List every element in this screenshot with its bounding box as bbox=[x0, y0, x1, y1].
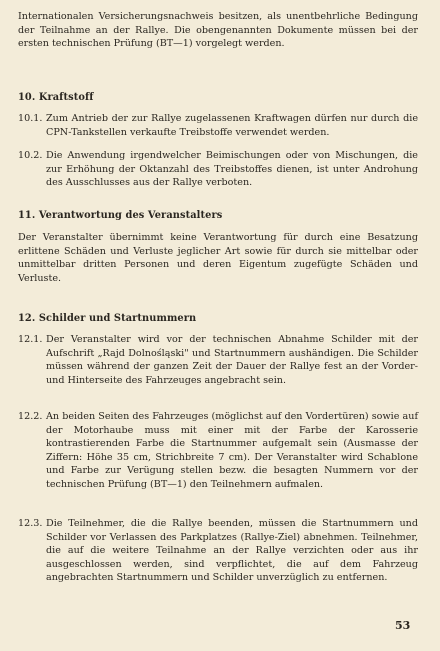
intro-paragraph: Internationalen Versicherungsnachweis besitzen, als unentbehrliche Bedingung der Teilnahme an der Rallye. Die obengenannten Dokumente müssen bei der ersten technischen Prüfung (BT—1) vorgelegt werden. bbox=[18, 11, 418, 50]
clause-12-2 bbox=[18, 410, 418, 492]
section-11-paragraph: Der Veranstalter übernimmt keine Verantwortung für durch eine Besatzung erlittene Schäden und Verluste jeglicher Art sowie für durch sie mittelbar oder unmittelbar dritten Personen und deren Eigentum zugefügte Schäden und Verluste. bbox=[18, 232, 418, 284]
clause-12-3 bbox=[18, 517, 418, 585]
clause-text: Zum Antrieb der zur Rallye zugelassenen Kraftwagen dürfen nur durch die CPN-Tankstellen verkaufte Treibstoffe verwendet werden. bbox=[46, 113, 418, 138]
section-heading-verantwortung: 11. Verantwortung des Veranstalters bbox=[18, 210, 223, 221]
clause-text: Die Teilnehmer, die die Rallye beenden, müssen die Startnummern und Schilder vor Verlassen des Parkplatzes (Rallye-Ziel) abnehmen. Teilnehmer, die auf die weitere Teilnahme an der Rallye verzichten oder aus ihr ausgeschlossen werden, sind verpflichtet, die auf dem Fahrzeug angebrachten Startnummern und Schilder unverzüglich zu entfernen. bbox=[46, 518, 418, 584]
clause-text: Die Anwendung irgendwelcher Beimischungen oder von Mischungen, die zur Erhöhung der Oktanzahl des Treibstoffes dienen, ist unter Androhung des Ausschlusses aus der Rallye verboten. bbox=[46, 150, 418, 189]
clause-number: 10.1. bbox=[18, 113, 43, 124]
clause-10-1 bbox=[18, 112, 418, 139]
page-number: 53 bbox=[395, 619, 411, 632]
section-heading-kraftstoff: 10. Kraftstoff bbox=[18, 92, 94, 103]
clause-text: Der Veranstalter wird vor der technischen Abnahme Schilder mit der Aufschrift „Rajd Dolnośląski" und Startnummern aushändigen. Die Schilder müssen während der ganzen Zeit der Dauer der Rallye fest an der Vorder- und Hinterseite des Fahrzeuges angebracht sein. bbox=[46, 334, 418, 386]
clause-12-1 bbox=[18, 333, 418, 387]
section-heading-schilder: 12. Schilder und Startnummern bbox=[18, 313, 197, 324]
clause-number: 12.2. bbox=[18, 411, 43, 422]
clause-number: 12.1. bbox=[18, 334, 43, 345]
clause-text: An beiden Seiten des Fahrzeuges (möglichst auf den Vordertüren) sowie auf der Motorhaube muss mit einer mit der Farbe der Karosserie kontrastierenden Farbe die Startnummer aufgemalt sein (Ausmasse der Ziffern: Höhe 35 cm, Strichbreite 7 cm). Der Veranstalter wird Schablone und Farbe zur Verügung stellen bezw. die besagten Nummern vor der technischen Prüfung (BT—1) den Teilnehmern aufmalen. bbox=[46, 411, 418, 490]
clause-number: 10.2. bbox=[18, 150, 43, 161]
clause-number: 12.3. bbox=[18, 518, 43, 529]
clause-10-2 bbox=[18, 149, 418, 190]
